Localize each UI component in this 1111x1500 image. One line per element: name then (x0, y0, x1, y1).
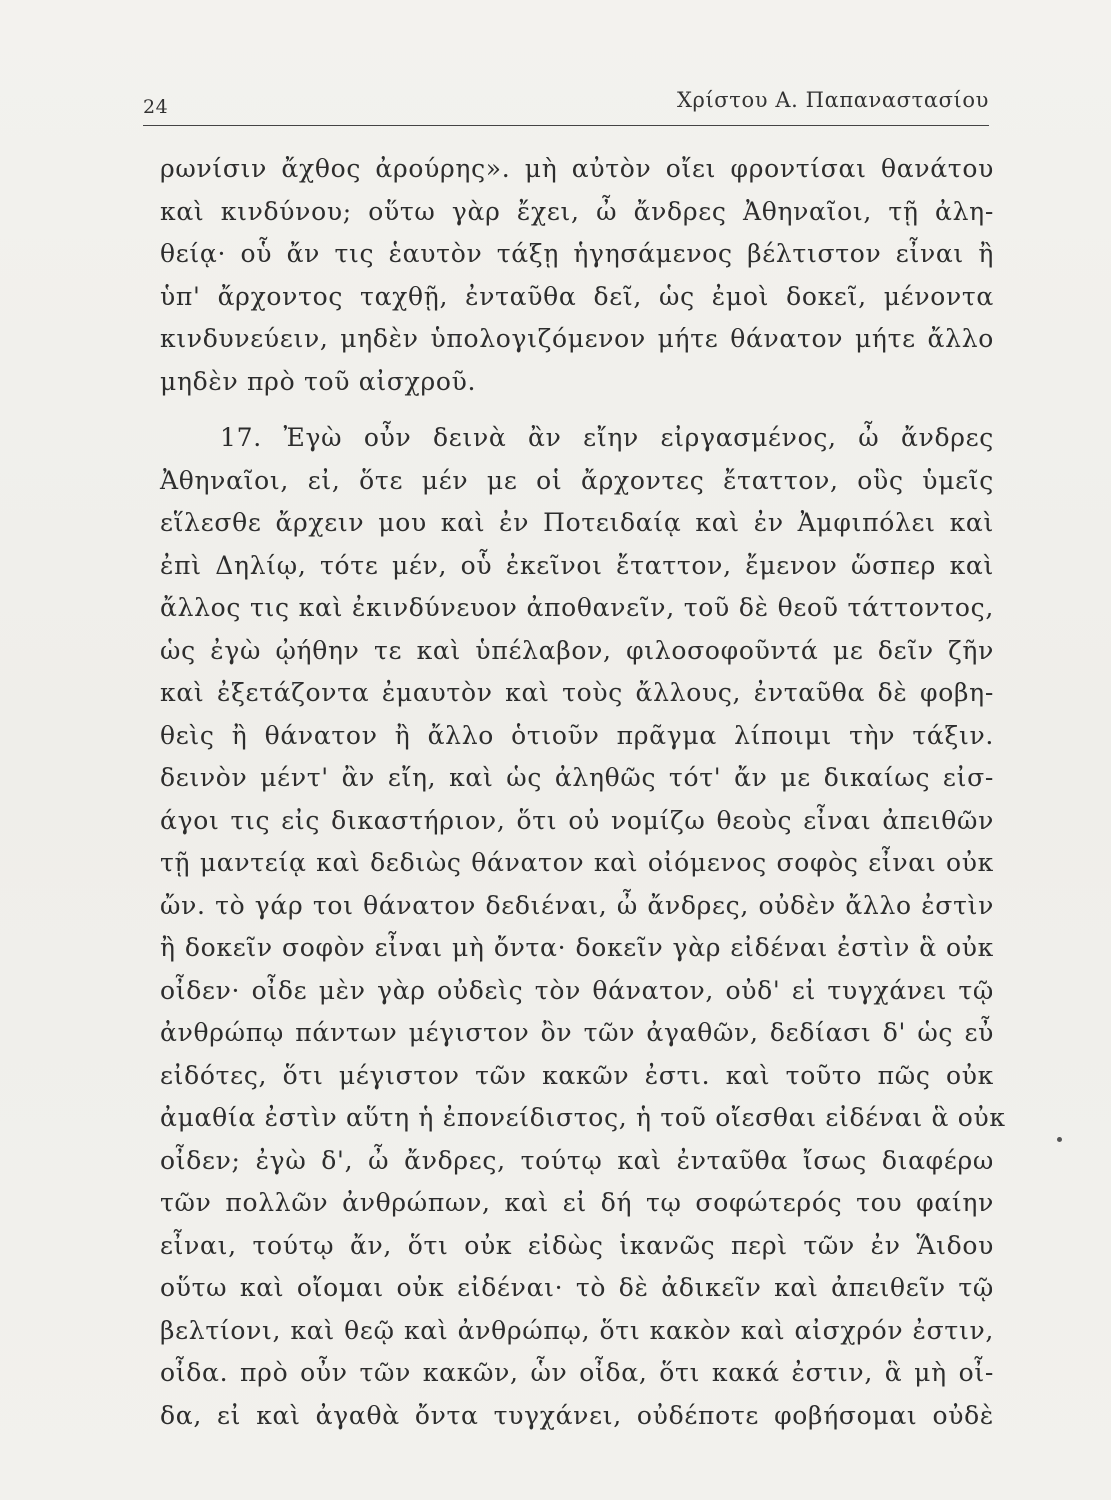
header-rule (143, 125, 989, 126)
text-line: καὶ ἐξετάζοντα ἐμαυτὸν καὶ τοὺς ἄλλους, ἐνταῦθα δὲ φοβη- (160, 678, 994, 707)
paragraph-2 (160, 417, 1006, 1437)
text-line: κινδυνεύειν, μηδὲν ὑπολογιζόμενον μήτε θάνατον μήτε ἄλλο (160, 324, 994, 353)
margin-speck (1057, 1137, 1062, 1142)
text-line: ρωνίσιν ἄχθος ἀρούρης». μὴ αὐτὸν οἴει φροντίσαι θανάτου (160, 154, 994, 183)
paragraph-1 (160, 148, 994, 403)
text-line: ἢ δοκεῖν σοφὸν εἶναι μὴ ὄντα· δοκεῖν γὰρ εἰδέναι ἐστὶν ἃ οὐκ (160, 933, 994, 962)
text-line: θείᾳ· οὗ ἄν τις ἑαυτὸν τάξῃ ἡγησάμενος βέλτιστον εἶναι ἢ (160, 239, 994, 268)
text-line: ὑπ' ἄρχοντος ταχθῇ, ἐνταῦθα δεῖ, ὡς ἐμοὶ δοκεῖ, μένοντα (160, 281, 994, 311)
text-line: εἰδότες, ὅτι μέγιστον τῶν κακῶν ἐστι. καὶ τοῦτο πῶς οὐκ (160, 1060, 994, 1090)
text-body (160, 148, 1006, 1437)
text-line-section-17: 17. Ἐγὼ οὖν δεινὰ ἂν εἴην εἰργασμένος, ὦ ἄνδρες (220, 423, 994, 452)
text-line: δεινὸν μέντ' ἂν εἴη, καὶ ὡς ἀληθῶς τότ' ἄν με δικαίως εἰσ- (160, 763, 994, 792)
text-line: Ἀθηναῖοι, εἰ, ὅτε μέν με οἱ ἄρχοντες ἔταττον, οὓς ὑμεῖς (160, 465, 994, 495)
text-line: μηδὲν πρὸ τοῦ αἰσχροῦ. (160, 366, 477, 396)
text-line: ἀνθρώπῳ πάντων μέγιστον ὂν τῶν ἀγαθῶν, δεδίασι δ' ὡς εὖ (160, 1018, 994, 1047)
text-line: οὕτω καὶ οἴομαι οὐκ εἰδέναι· τὸ δὲ ἀδικεῖν καὶ ἀπειθεῖν τῷ (160, 1273, 994, 1302)
text-line: οἶδεν; ἐγὼ δ', ὦ ἄνδρες, τούτῳ καὶ ἐνταῦθα ἴσως διαφέρω (160, 1145, 994, 1175)
text-line: καὶ κινδύνου; οὕτω γὰρ ἔχει, ὦ ἄνδρες Ἀθηναῖοι, τῇ ἀλη- (160, 196, 994, 226)
text-line: δα, εἰ καὶ ἀγαθὰ ὄντα τυγχάνει, οὐδέποτε φοβήσομαι οὐδὲ (160, 1400, 994, 1430)
page-number: 24 (143, 96, 169, 118)
text-line: ὡς ἐγὼ ᾠήθην τε καὶ ὑπέλαβον, φιλοσοφοῦντά με δεῖν ζῆν (160, 635, 994, 665)
text-line: άγοι τις εἰς δικαστήριον, ὅτι οὐ νομίζω θεοὺς εἶναι ἀπειθῶν (160, 805, 994, 835)
text-line: ὤν. τὸ γάρ τοι θάνατον δεδιέναι, ὦ ἄνδρες, οὐδὲν ἄλλο ἐστὶν (160, 890, 994, 920)
page-header (143, 82, 989, 122)
running-head-author: Χρίστου Α. Παπαναστασίου (676, 88, 989, 112)
text-line: εἵλεσθε ἄρχειν μου καὶ ἐν Ποτειδαίᾳ καὶ ἐν Ἀμφιπόλει καὶ (160, 508, 994, 537)
text-line: εἶναι, τούτῳ ἄν, ὅτι οὐκ εἰδὼς ἱκανῶς περὶ τῶν ἐν Ἅιδου (160, 1230, 994, 1260)
text-line: θεὶς ἢ θάνατον ἢ ἄλλο ὁτιοῦν πρᾶγμα λίποιμι τὴν τάξιν. (160, 720, 994, 750)
text-line: ἄλλος τις καὶ ἐκινδύνευον ἀποθανεῖν, τοῦ δὲ θεοῦ τάττοντος, (160, 593, 994, 622)
text-line: βελτίονι, καὶ θεῷ καὶ ἀνθρώπῳ, ὅτι κακὸν καὶ αἰσχρόν ἐστιν, (160, 1315, 994, 1345)
text-line: τῶν πολλῶν ἀνθρώπων, καὶ εἰ δή τῳ σοφώτερός του φαίην (160, 1188, 994, 1217)
text-line: οἶδεν· οἶδε μὲν γὰρ οὐδεὶς τὸν θάνατον, οὐδ' εἰ τυγχάνει τῷ (160, 975, 994, 1005)
text-line: τῇ μαντείᾳ καὶ δεδιὼς θάνατον καὶ οἰόμενος σοφὸς εἶναι οὐκ (160, 848, 994, 877)
text-line: ἐπὶ Δηλίῳ, τότε μέν, οὗ ἐκεῖνοι ἔταττον, ἔμενον ὥσπερ καὶ (160, 550, 994, 580)
paragraph-gap (160, 403, 994, 417)
text-line: ἀμαθία ἐστὶν αὕτη ἡ ἐπονείδιστος, ἡ τοῦ οἴεσθαι εἰδέναι ἃ οὐκ (160, 1103, 1006, 1132)
text-line: οἶδα. πρὸ οὖν τῶν κακῶν, ὧν οἶδα, ὅτι κακά ἐστιν, ἃ μὴ οἶ- (160, 1358, 994, 1387)
